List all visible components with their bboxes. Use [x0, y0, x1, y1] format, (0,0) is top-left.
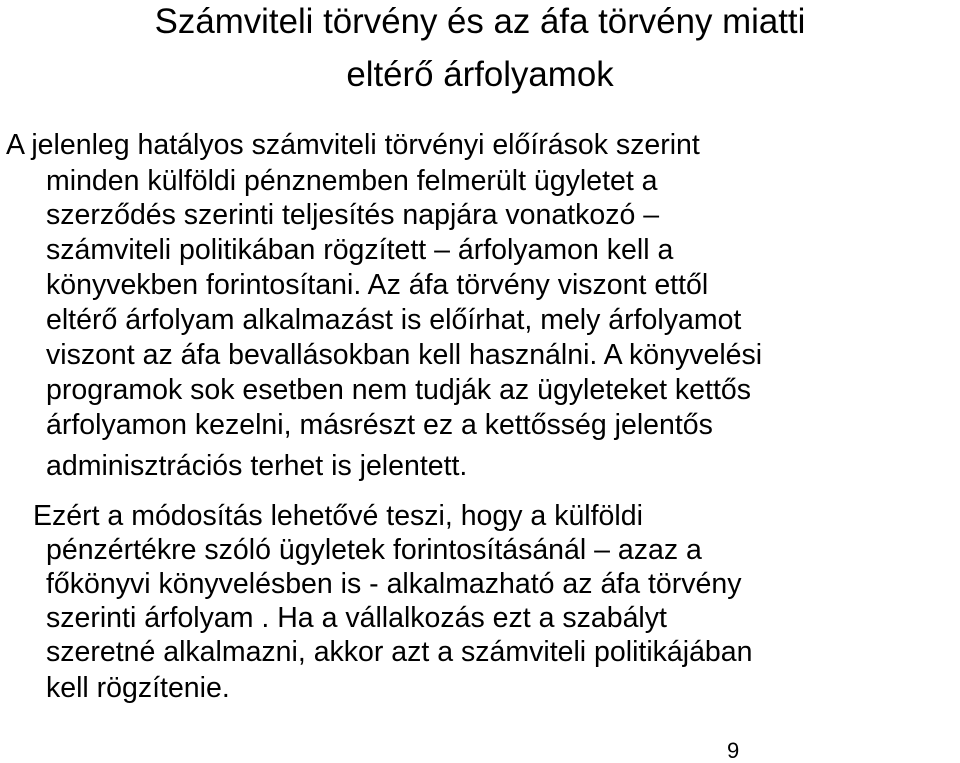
paragraph-2-line: szeretné alkalmazni, akkor azt a számviteli politikájában — [46, 636, 753, 668]
paragraph-2-line: főkönyvi könyvelésben is - alkalmazható az áfa törvény — [46, 568, 742, 600]
slide-title-line-1: Számviteli törvény és az áfa törvény miatti — [154, 2, 806, 41]
paragraph-1-line: szerződés szerinti teljesítés napjára vonatkozó – — [46, 199, 660, 231]
paragraph-1-line: könyvekben forintosítani. Az áfa törvény viszont ettől — [46, 269, 709, 301]
paragraph-2-line: Ezért a módosítás lehetővé teszi, hogy a külföldi — [33, 500, 643, 532]
paragraph-1-line: viszont az áfa bevallásokban kell használni. A könyvelési — [46, 339, 763, 371]
paragraph-1-line: minden külföldi pénznemben felmerült ügyletet a — [46, 165, 658, 197]
paragraph-2-line: kell rögzítenie. — [46, 672, 230, 704]
paragraph-1-line: árfolyamon kezelni, másrészt ez a kettősség jelentős — [46, 409, 713, 441]
paragraph-1-line: számviteli politikában rögzített – árfolyamon kell a — [46, 234, 674, 266]
paragraph-1-line: A jelenleg hatályos számviteli törvényi előírások szerint — [6, 129, 700, 161]
paragraph-1-line: eltérő árfolyam alkalmazást is előírhat, mely árfolyamot — [46, 304, 742, 336]
paragraph-1-line: programok sok esetben nem tudják az ügyleteket kettős — [46, 374, 751, 406]
paragraph-2-line: szerinti árfolyam . Ha a vállalkozás ezt a szabályt — [46, 602, 667, 634]
slide-title-line-2: eltérő árfolyamok — [346, 55, 614, 94]
page-number: 9 — [727, 738, 740, 763]
paragraph-2-line: pénzértékre szóló ügyletek forintosításánál – azaz a — [46, 534, 702, 566]
paragraph-1-line: adminisztrációs terhet is jelentett. — [46, 450, 468, 482]
